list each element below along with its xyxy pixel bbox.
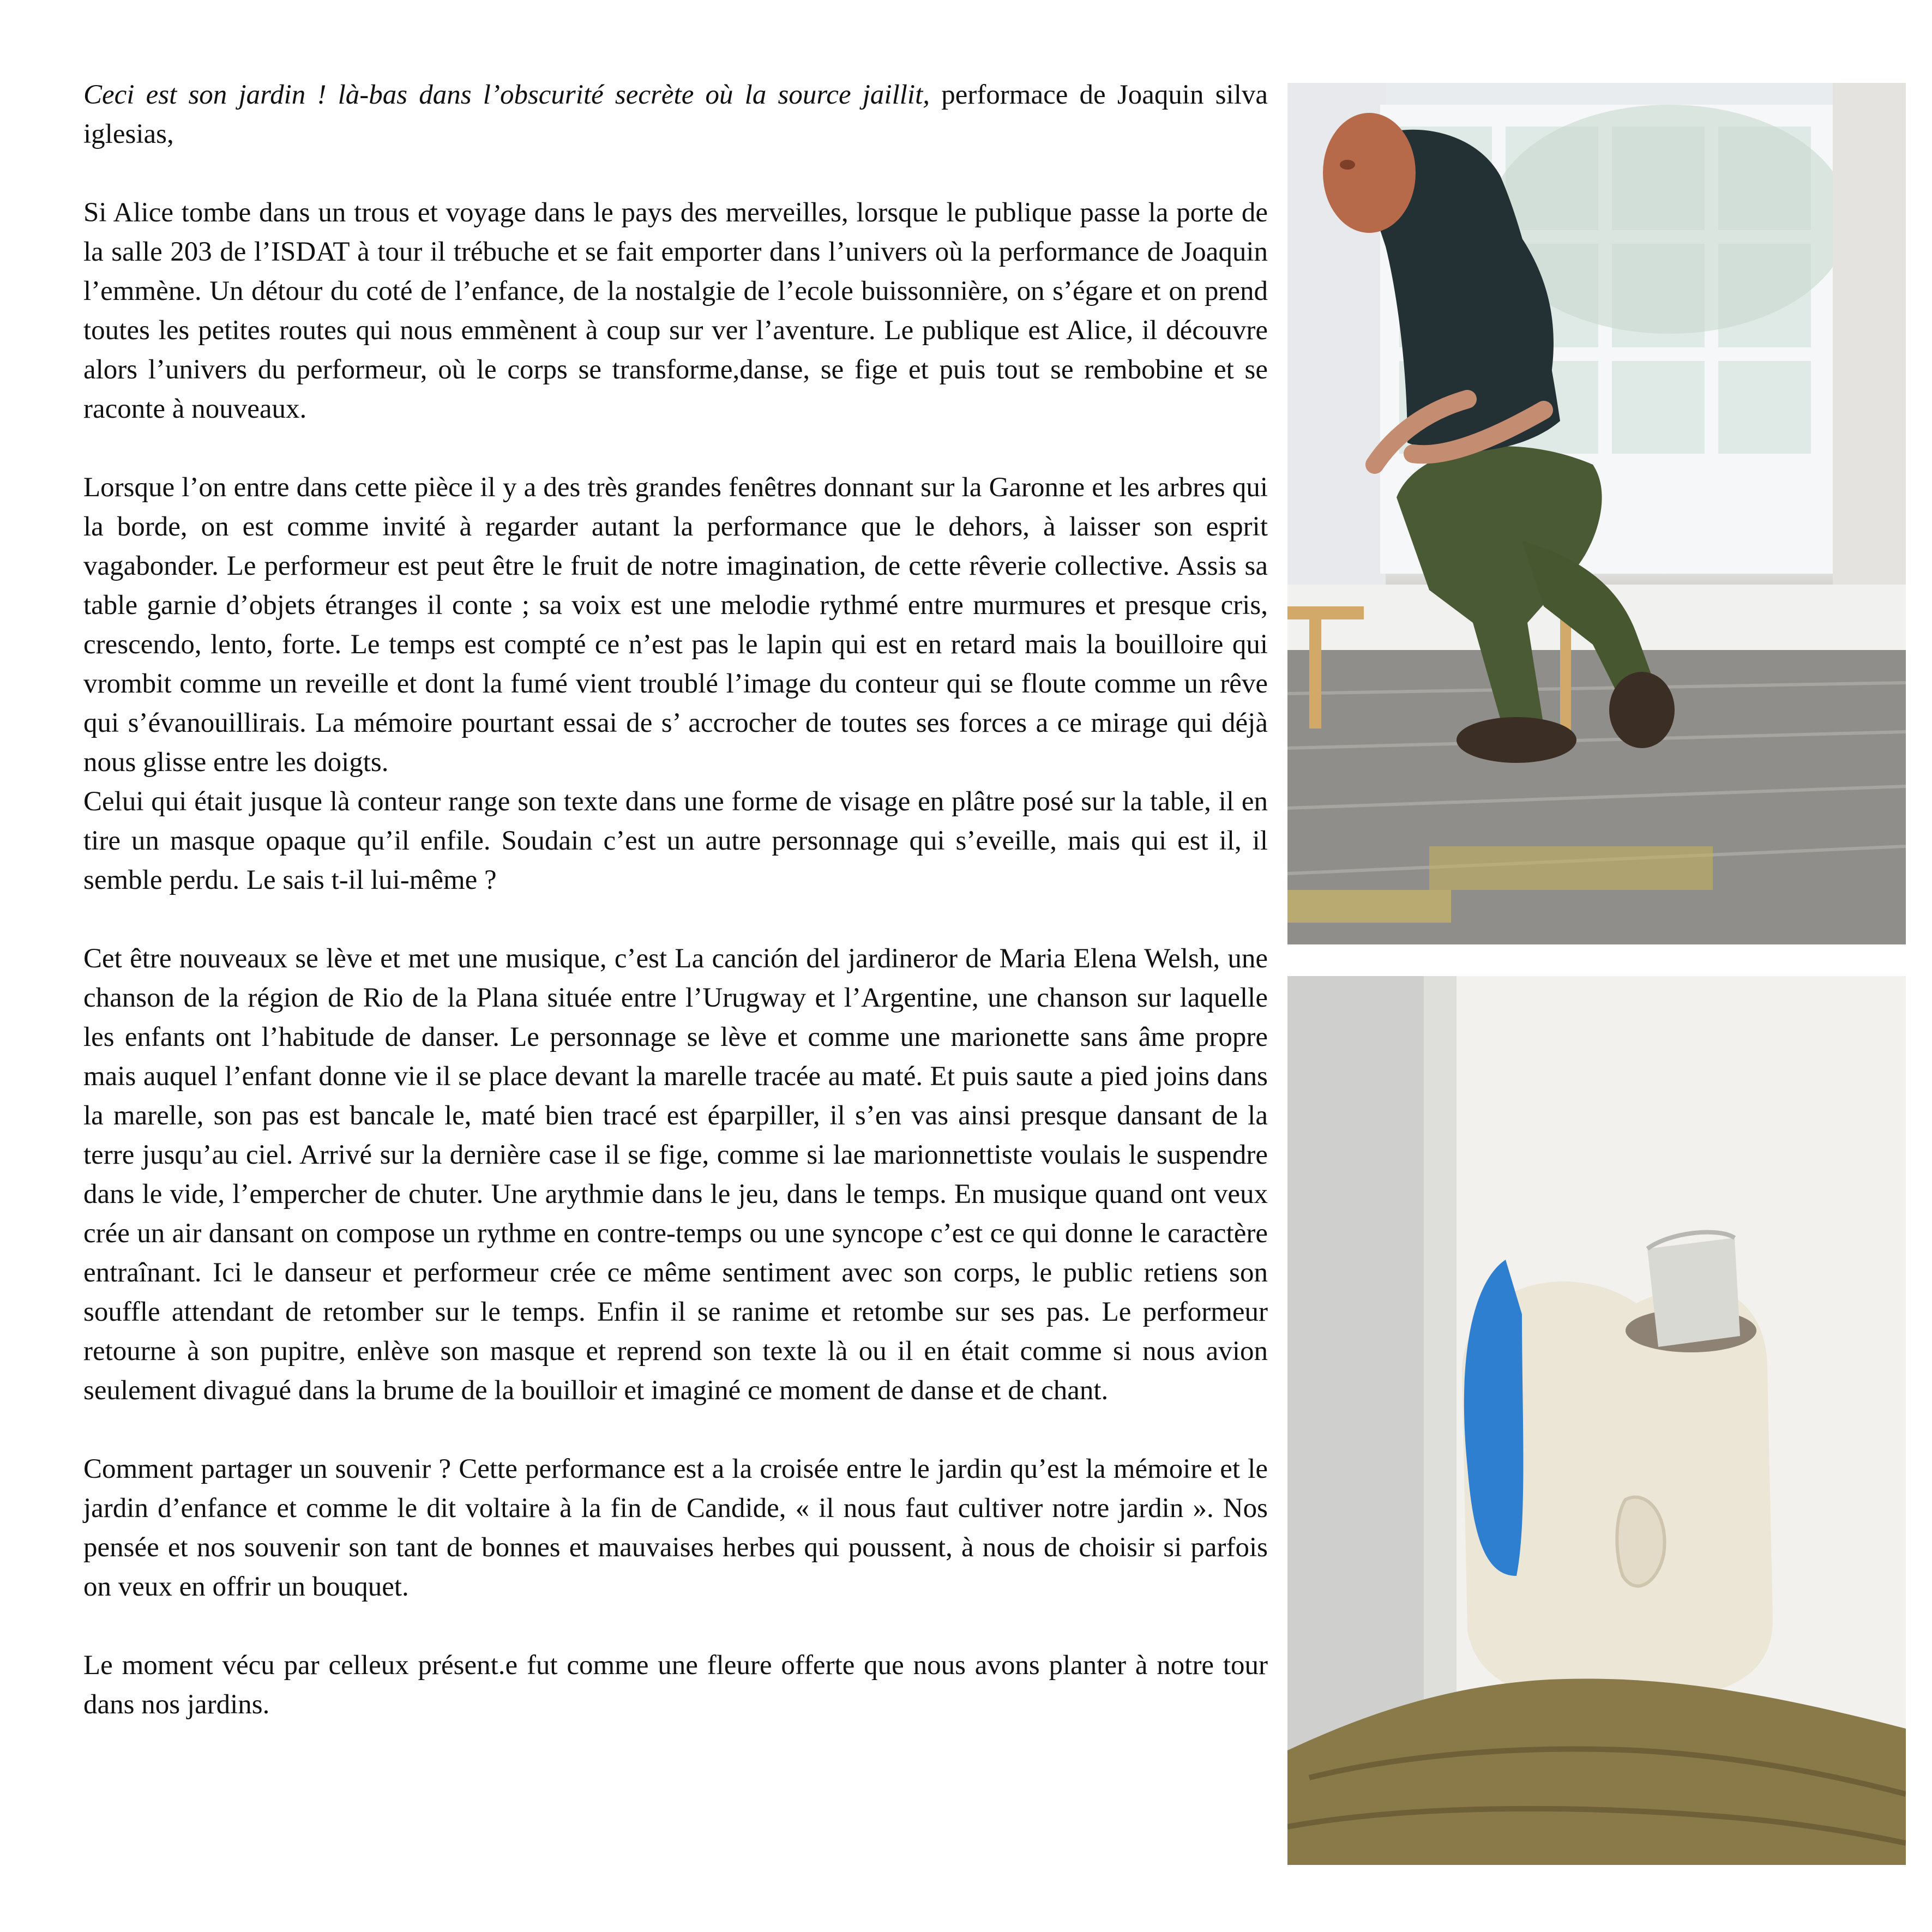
paragraph-conclusion: Le moment vécu par celleux présent.e fut comme une fleure offerte que nous avons planter à notre tour dans nos jardins.	[83, 1650, 1268, 1720]
plaster-head-photo	[1287, 976, 1906, 1865]
performer-jumping-photo	[1287, 83, 1906, 944]
paragraph-mask: Celui qui était jusque là conteur range son texte dans une forme de visage en plâtre posé sur la table, il en tire un masque opaque qu’il enfile. Soudain c’est un autre personnage qui s’eveille, mais qui est il, il semble perdu. Le sais t-il lui-même ?	[83, 786, 1268, 895]
intro-paragraph	[83, 75, 1268, 154]
article-text	[83, 75, 1268, 1764]
paragraph-memory: Comment partager un souvenir ? Cette performance est a la croisée entre le jardin qu’est la mémoire et le jardin d’enfance et comme le dit voltaire à la fin de Candide, « il nous faut cultiver notre jardin ». Nos pensée et nos souvenir son tant de bonnes et mauvaises herbes qui poussent, à nous de choisir si parfois on veux en offrir un bouquet.	[83, 1454, 1268, 1602]
intro-credit: performace de Joaquin silva iglesias,	[83, 80, 1268, 149]
performer-jumping-illustration	[1287, 83, 1906, 944]
paragraph-dance: Cet être nouveaux se lève et met une musique, c’est La canción del jardineror de Maria Elena Welsh, une chanson de la région de Rio de la Plana située entre l’Urugway et l’Argentine, une chanson sur laquelle les enfants ont l’habitude de danser. Le personnage se lève et comme une marionette sans âme propre mais auquel l’enfant donne vie il se place devant la marelle tracée au maté. Et puis saute a pied joins dans la marelle, son pas est bancale le, maté bien tracé est éparpiller, il s’en vas ainsi presque dansant de la terre jusqu’au ciel. Arrivé sur la dernière case il se fige, comme si lae marionnettiste voulais le suspendre dans le vide, l’empercher de chuter. Une arythmie dans le jeu, dans le temps. En musique quand ont veux crée un air dansant on compose un rythme en contre-temps ou une syncope c’est ce qui donne le caractère entraînant. Ici le danseur et performeur crée ce même sentiment avec son corps, le public retiens son souffle attendant de retomber sur le temps. Enfin il se ranime et retombe sur ses pas. Le performeur retourne à son pupitre, enlève son masque et reprend son texte là ou il en était comme si nous avion seulement divagué dans la brume de la bouilloir et imaginé ce moment de danse et de chant.	[83, 943, 1268, 1406]
paragraph-alice: Si Alice tombe dans un trous et voyage dans le pays des merveilles, lorsque le publique passe la porte de la salle 203 de l’ISDAT à tour il trébuche et se fait emporter dans l’univers où la performance de Joaquin l’emmène. Un détour du coté de l’enfance, de la nostalgie de l’ecole buissonnière, on s’égare et on prend toutes les petites routes qui nous emmènent à coup sur ver l’aventure. Le publique est Alice, il découvre alors l’univers du performeur, où le corps se transforme,danse, se fige et puis tout se rembobine et se raconte à nouveaux.	[83, 197, 1268, 424]
intro-title: Ceci est son jardin ! là-bas dans l’obscurité secrète où la source jaillit,	[83, 80, 930, 110]
plaster-head-illustration	[1287, 976, 1906, 1865]
paragraph-room: Lorsque l’on entre dans cette pièce il y a des très grandes fenêtres donnant sur la Garonne et les arbres qui la borde, on est comme invité à regarder autant la performance que le dehors, à laisser son esprit vagabonder. Le performeur est peut être le fruit de notre imagination, de cette rêverie collective. Assis sa table garnie d’objets étranges il conte ; sa voix est une melodie rythmé entre murmures et presque cris, crescendo, lento, forte. Le temps est compté ce n’est pas le lapin qui est en retard mais la bouilloire qui vrombit comme un reveille et dont la fumé vient troublé l’image du conteur qui se floute comme un rêve qui s’évanouillirais. La mémoire pourtant essai de s’ accrocher de toutes ses forces a ce mirage qui déjà nous glisse entre les doigts.	[83, 472, 1268, 778]
